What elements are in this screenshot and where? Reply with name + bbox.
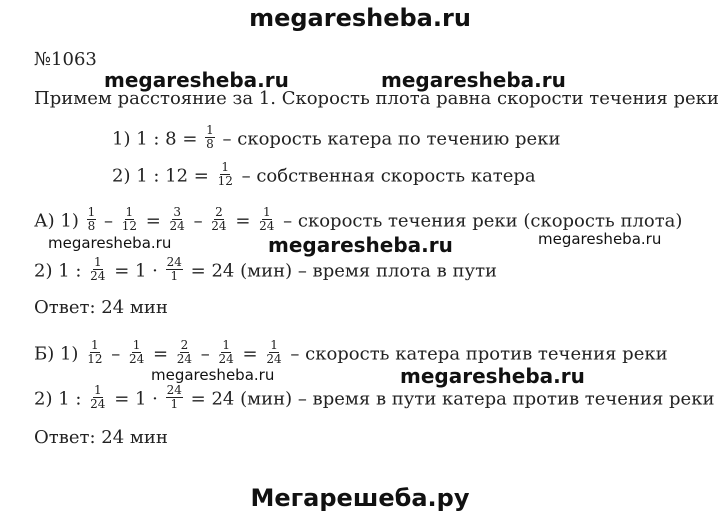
part-b-line-2-text: = 24 (мин) – время в пути катера против течения реки — [190, 388, 715, 410]
fraction: $\frac{1}{24}$ — [128, 338, 145, 366]
step-2-lead: 2) 1 : 12 = — [112, 165, 209, 187]
operator: = — [152, 343, 169, 365]
operator: – — [103, 210, 113, 232]
operator: = 1 · — [114, 388, 158, 410]
step-1-lead: 1) 1 : 8 = — [112, 128, 198, 150]
part-a-answer: Ответ: 24 мин — [34, 297, 168, 318]
fraction: $\frac{1}{8}$ — [206, 123, 214, 151]
part-b-line-2 — [34, 383, 715, 413]
fraction: $\frac{1}{12}$ — [87, 338, 103, 366]
watermark-7: megaresheba.ru — [400, 364, 585, 388]
part-a-label: А) 1) — [34, 210, 79, 232]
operator: = — [145, 210, 161, 232]
watermark-1: megaresheba.ru — [104, 68, 289, 92]
part-b-label: Б) 1) — [34, 343, 79, 365]
site-footer-brand: Мегарешеба.ру — [250, 484, 470, 512]
step-2 — [112, 160, 536, 190]
watermark-5: megaresheba.ru — [538, 230, 662, 248]
fraction: $\frac{1}{8}$ — [87, 205, 96, 233]
part-a-line-2-lead: 2) 1 : — [34, 260, 82, 282]
step-2-text: – собственная скорость катера — [241, 165, 536, 187]
fraction: $\frac{24}{1}$ — [166, 255, 182, 283]
fraction: $\frac{1}{24}$ — [218, 338, 234, 366]
operator: = 1 · — [114, 260, 158, 282]
step-1-text: – скорость катера по течению реки — [222, 128, 561, 150]
fraction: $\frac{2}{24}$ — [176, 338, 193, 366]
fraction: $\frac{24}{1}$ — [166, 383, 182, 411]
part-a-line-2 — [34, 255, 498, 285]
operator: = — [242, 343, 258, 365]
part-b-answer: Ответ: 24 мин — [34, 427, 168, 448]
part-a-line-2-text: = 24 (мин) – время плота в пути — [190, 260, 498, 282]
operator: = — [235, 210, 251, 232]
fraction: $\frac{1}{12}$ — [121, 205, 137, 233]
fraction: $\frac{1}{24}$ — [90, 383, 106, 411]
part-b-line-1-text: – скорость катера против течения реки — [290, 343, 668, 365]
fraction: $\frac{2}{24}$ — [211, 205, 227, 233]
operator: – — [200, 343, 210, 365]
watermark-6: megaresheba.ru — [151, 366, 275, 384]
intro-text: Примем расстояние за 1. Скорость плота равна скорости течения реки — [34, 88, 719, 109]
part-b-line-2-lead: 2) 1 : — [34, 388, 82, 410]
problem-number: №1063 — [34, 49, 97, 70]
step-1 — [112, 123, 561, 153]
watermark-4: megaresheba.ru — [268, 233, 453, 257]
part-a-line-1-text: – скорость течения реки (скорость плота) — [283, 210, 683, 232]
watermark-2: megaresheba.ru — [381, 68, 566, 92]
fraction: $\frac{1}{24}$ — [259, 205, 275, 233]
site-header-watermark: megaresheba.ru — [249, 4, 471, 32]
fraction: $\frac{1}{12}$ — [217, 160, 233, 188]
fraction: $\frac{3}{24}$ — [169, 205, 185, 233]
operator: – — [193, 210, 203, 232]
watermark-3: megaresheba.ru — [48, 234, 172, 252]
fraction: $\frac{1}{24}$ — [266, 338, 282, 366]
operator: – — [111, 343, 121, 365]
fraction: $\frac{1}{24}$ — [90, 255, 106, 283]
